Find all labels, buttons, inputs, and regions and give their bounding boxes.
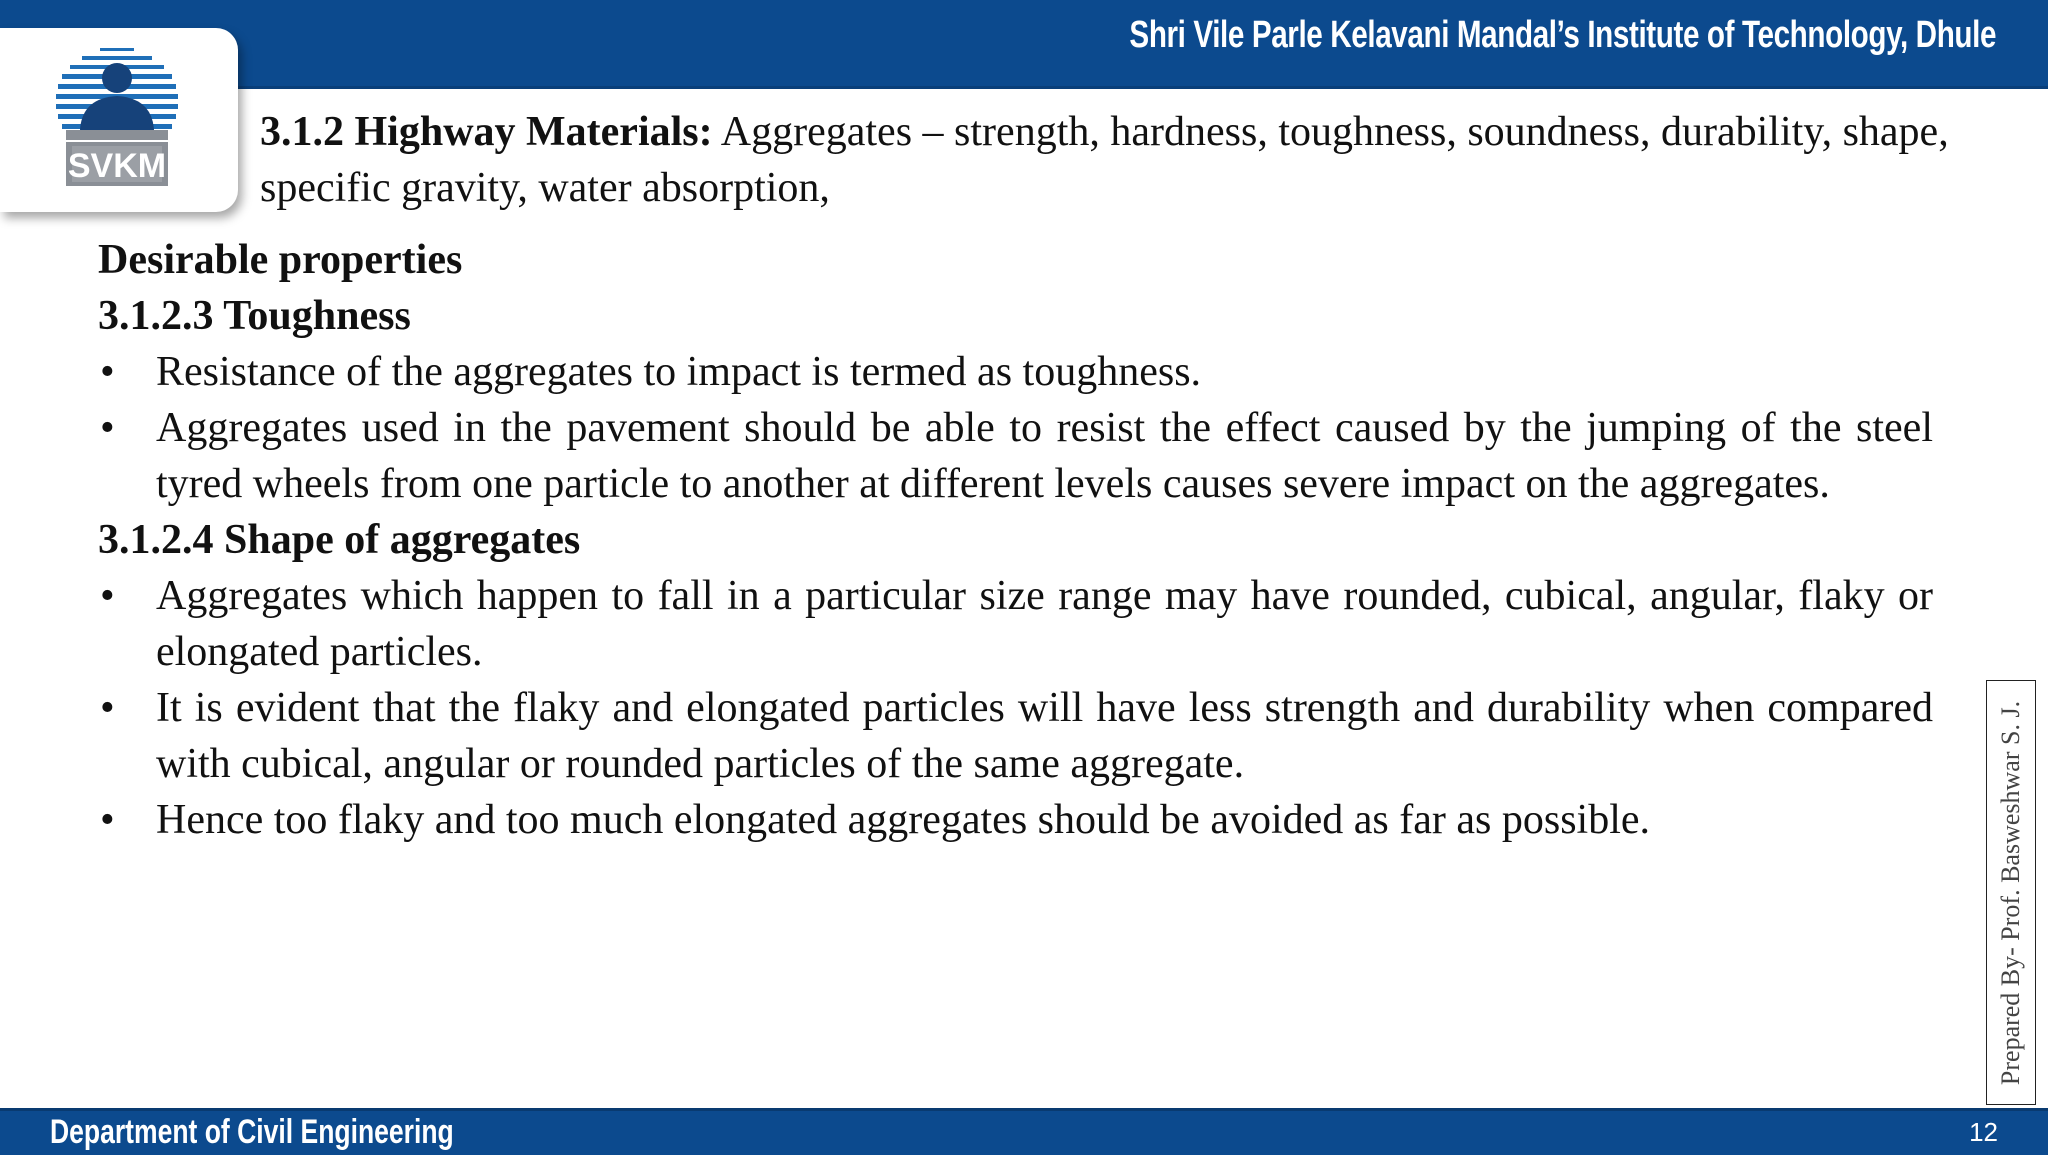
shape-heading: 3.1.2.4 Shape of aggregates <box>98 517 581 563</box>
svkm-logo-icon <box>52 38 182 208</box>
toughness-heading: 3.1.2.3 Toughness <box>98 293 411 339</box>
list-item: • Hence too flaky and too much elongated aggregates should be avoided as far as possible. <box>98 792 1933 848</box>
shape-list <box>98 568 1933 848</box>
list-item: • Resistance of the aggregates to impact is termed as toughness. <box>98 344 1933 400</box>
list-item: • Aggregates which happen to fall in a particular size range may have rounded, cubical, angular, flaky or elongated particles. <box>98 568 1933 680</box>
list-item: • It is evident that the flaky and elongated particles will have less strength and durability when compared with cubical, angular or rounded particles of the same aggregate. <box>98 680 1933 792</box>
title-rest: Aggregates – strength, hardness, toughness, soundness, durability, shape, specific gravity, water absorption, <box>260 109 1949 211</box>
institute-name: Shri Vile Parle Kelavani Mandal’s Institute of Technology, Dhule <box>1129 14 1996 56</box>
title-bold: 3.1.2 Highway Materials: <box>260 109 713 155</box>
header-bar <box>0 0 2048 89</box>
svkm-logo <box>0 28 238 212</box>
department-name: Department of Civil Engineering <box>50 1113 454 1151</box>
toughness-list <box>98 344 1933 512</box>
logo-text: SVKM <box>67 147 167 185</box>
slide-content <box>98 232 1933 848</box>
author-credit-box <box>1986 680 2036 1105</box>
author-credit: Prepared By- Prof. Basweshwar S. J. <box>1996 700 2025 1085</box>
desirable-heading: Desirable properties <box>98 237 463 283</box>
page-number: 12 <box>1969 1117 1998 1147</box>
footer-bar <box>0 1108 2048 1155</box>
slide-title <box>260 104 2030 216</box>
list-item: • Aggregates used in the pavement should be able to resist the effect caused by the jumping of the steel tyred wheels from one particle to another at different levels causes severe impact on the aggregates. <box>98 400 1933 512</box>
